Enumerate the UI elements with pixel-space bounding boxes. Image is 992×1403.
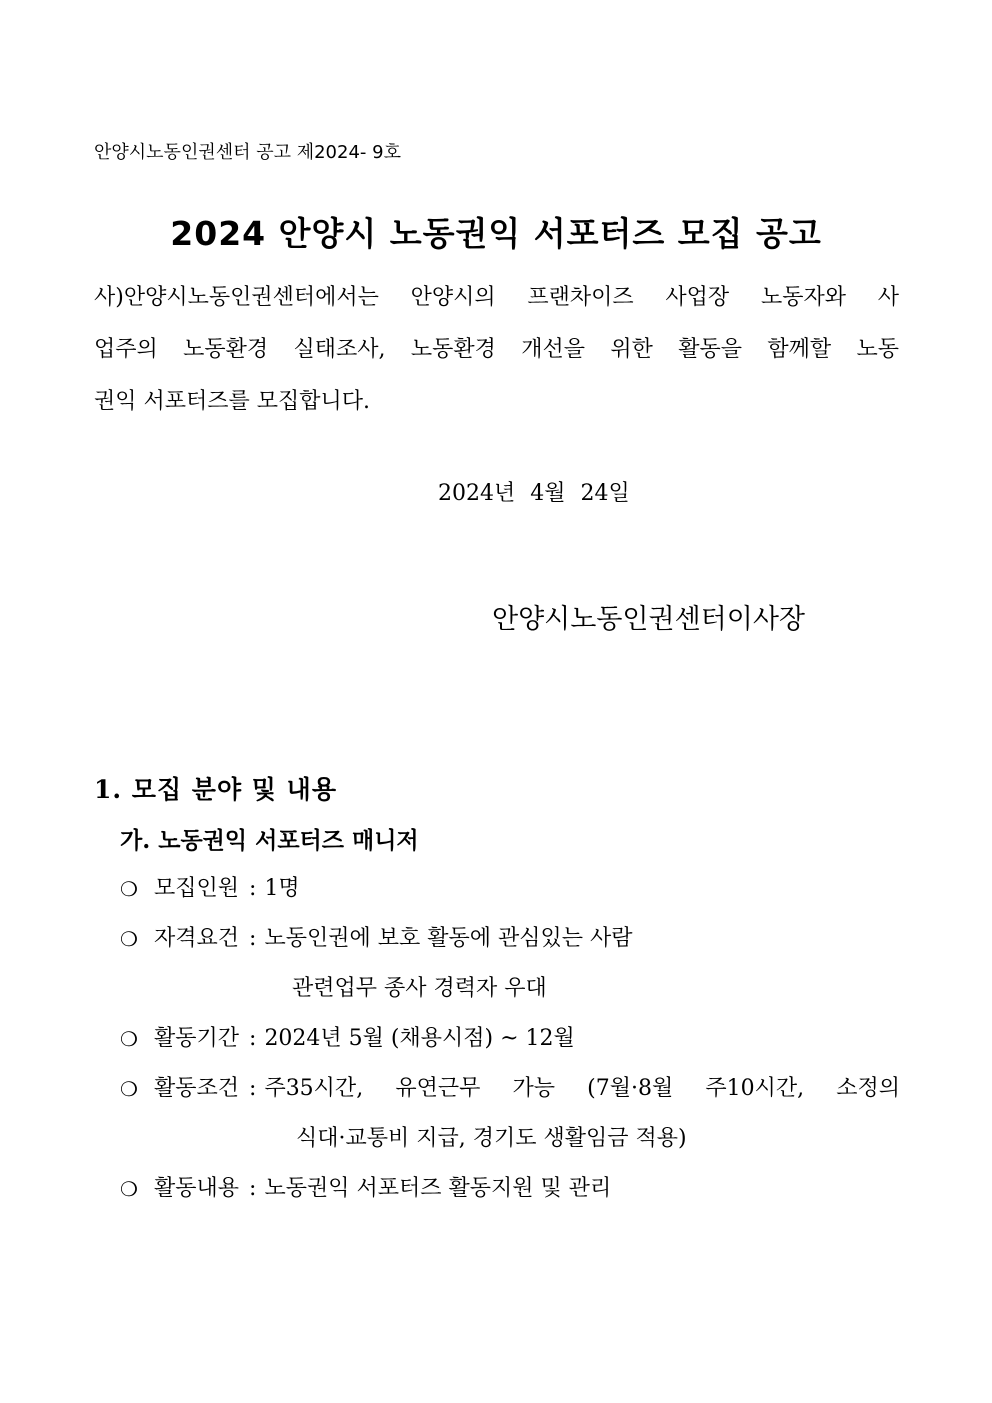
document-title: 2024 안양시 노동권익 서포터즈 모집 공고 [170, 214, 822, 253]
circle-bullet-icon: ❍ [120, 927, 138, 951]
list-item [120, 1170, 900, 1220]
item-label: 활동기간 [154, 1026, 240, 1051]
item-value: 2024년 5월 (채용시점) ~ 12월 [264, 1026, 575, 1051]
item-label: 모집인원 [154, 876, 240, 901]
item-label: 자격요건 [154, 926, 240, 951]
item-separator: : [249, 1026, 257, 1051]
item-separator: : [249, 1076, 257, 1101]
item-value: 노동인권에 보호 활동에 관심있는 사람 [264, 926, 633, 951]
item-label: 활동내용 [154, 1176, 240, 1201]
item-separator: : [249, 1176, 257, 1201]
item-separator: : [249, 876, 257, 901]
list-item [120, 1070, 900, 1120]
notice-number: 안양시노동인권센터 공고 제2024- 9호 [94, 142, 401, 163]
item-value: 주35시간, 유연근무 가능 (7월·8월 주10시간, 소정의 [264, 1076, 900, 1101]
item-continuation: 관련업무 종사 경력자 우대 [292, 976, 547, 1001]
list-item [120, 920, 900, 970]
circle-bullet-icon: ❍ [120, 1027, 138, 1051]
item-continuation: 식대·교통비 지급, 경기도 생활임금 적용) [296, 1126, 687, 1151]
sub-heading: 가. 노동권익 서포터즈 매니저 [120, 827, 419, 854]
recruitment-details-list [120, 870, 900, 1220]
item-value: 1명 [264, 876, 300, 901]
list-item [120, 1020, 900, 1070]
notice-date: 2024년 4월 24일 [438, 481, 630, 506]
item-label: 활동조건 [154, 1076, 240, 1101]
section-heading: 1. 모집 분야 및 내용 [94, 775, 337, 804]
circle-bullet-icon: ❍ [120, 1077, 138, 1101]
circle-bullet-icon: ❍ [120, 1177, 138, 1201]
intro-line-2: 업주의 노동환경 실태조사, 노동환경 개선을 위한 활동을 함께할 노동 [94, 337, 899, 362]
item-separator: : [249, 926, 257, 951]
intro-line-1: 사)안양시노동인권센터에서는 안양시의 프랜차이즈 사업장 노동자와 사 [94, 285, 899, 310]
circle-bullet-icon: ❍ [120, 877, 138, 901]
signer-name: 안양시노동인권센터이사장 [492, 604, 805, 635]
intro-line-3: 권익 서포터즈를 모집합니다. [94, 389, 371, 414]
list-item [120, 870, 900, 920]
intro-paragraph [94, 278, 899, 434]
item-value: 노동권익 서포터즈 활동지원 및 관리 [264, 1176, 612, 1201]
